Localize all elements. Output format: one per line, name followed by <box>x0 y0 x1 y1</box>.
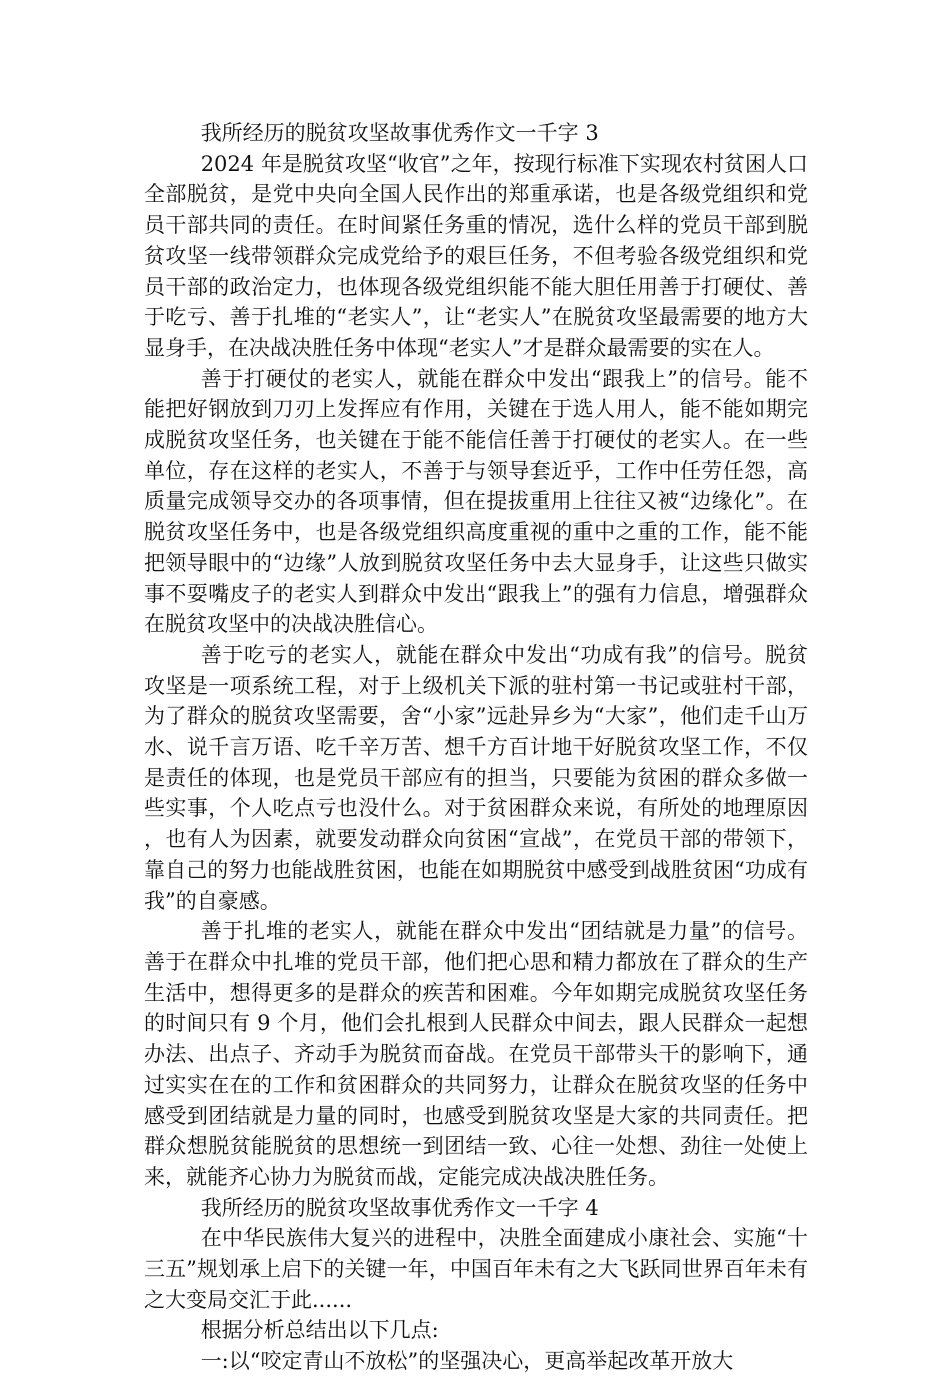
paragraph-intro: 2024 年是脱贫攻坚“收官”之年，按现行标准下实现农村贫困人口全部脱贫，是党中央向全国人民作出的郑重承诺，也是各级党组织和党员干部共同的责任。在时间紧任务重的情况，选什么样的党员干部到脱贫攻坚一线带领群众完成党给予的艰巨任务，不但考验各级党组织和党员干部的政治定力，也体现各级党组织能不能大胆任用善于打硬仗、善于吃亏、善于扎堆的“老实人”，让“老实人”在脱贫攻坚最需要的地方大显身手，在决战决胜任务中体现“老实人”才是群众最需要的实在人。 <box>144 151 808 360</box>
paragraph-unity: 善于扎堆的老实人，就能在群众中发出“团结就是力量”的信号。善于在群众中扎堆的党员干部，他们把心思和精力都放在了群众的生产生活中，想得更多的是群众的疾苦和困难。今年如期完成脱贫攻坚任务的时间只有 9 个月，他们会扎根到人民群众中间去，跟人民群众一起想办法、出点子、齐动手为脱贫而奋战。在党员干部带头干的影响下，通过实实在在的工作和贫困群众的共同努力，让群众在脱贫攻坚的任务中感受到团结就是力量的同时，也感受到脱贫攻坚是大家的共同责任。把群众想脱贫能脱贫的思想统一到团结一致、心往一处想、劲往一处使上来，就能齐心协力为脱贫而战，定能完成决战决胜任务。 <box>144 919 808 1189</box>
paragraph-summary-intro: 根据分析总结出以下几点: <box>200 1318 439 1343</box>
paragraph-point-one: 一:以“咬定青山不放松”的坚强决心，更高举起改革开放大 <box>200 1349 734 1374</box>
paragraph-hard-battle: 善于打硬仗的老实人，就能在群众中发出“跟我上”的信号。能不能把好钢放到刀刃上发挥应有作用，关键在于选人用人，能不能如期完成脱贫攻坚任务，也关键在于能不能信任善于打硬仗的老实人。在一些单位，存在这样的老实人，不善于与领导套近乎，工作中任劳任怨，高质量完成领导交办的各项事情，但在提拔重用上往往又被“边缘化”。在脱贫攻坚任务中，也是各级党组织高度重视的重中之重的工作，能不能把领导眼中的“边缘”人放到脱贫攻坚任务中去大显身手，让这些只做实事不耍嘴皮子的老实人到群众中发出“跟我上”的强有力信息，增强群众在脱贫攻坚中的决战决胜信心。 <box>144 366 808 637</box>
paragraph-accept-loss: 善于吃亏的老实人，就能在群众中发出“功成有我”的信号。脱贫攻坚是一项系统工程，对于上级机关下派的驻村第一书记或驻村干部，为了群众的脱贫攻坚需要，舍“小家”远赴异乡为“大家”，他们走千山万水、说千言万语、吃千辛万苦、想千方百计地干好脱贫攻坚工作，不仅是责任的体现，也是党员干部应有的担当，只要能为贫困的群众多做一些实事，个人吃点亏也没什么。对于贫困群众来说，有所处的地理原因，也有人为因素，就要发动群众向贫困“宣战”，在党员干部的带领下，靠自己的努力也能战胜贫困，也能在如期脱贫中感受到战胜贫困“功成有我”的自豪感。 <box>144 642 808 913</box>
section-heading-3: 我所经历的脱贫攻坚故事优秀作文一千字 3 <box>200 121 599 145</box>
section-heading-4: 我所经历的脱贫攻坚故事优秀作文一千字 4 <box>200 1195 599 1220</box>
paragraph-rejuvenation: 在中华民族伟大复兴的进程中，决胜全面建成小康社会、实施“十三五”规划承上启下的关键一年，中国百年未有之大飞跃同世界百年未有之大变局交汇于此...... <box>144 1226 808 1312</box>
document-body <box>144 118 808 1377</box>
